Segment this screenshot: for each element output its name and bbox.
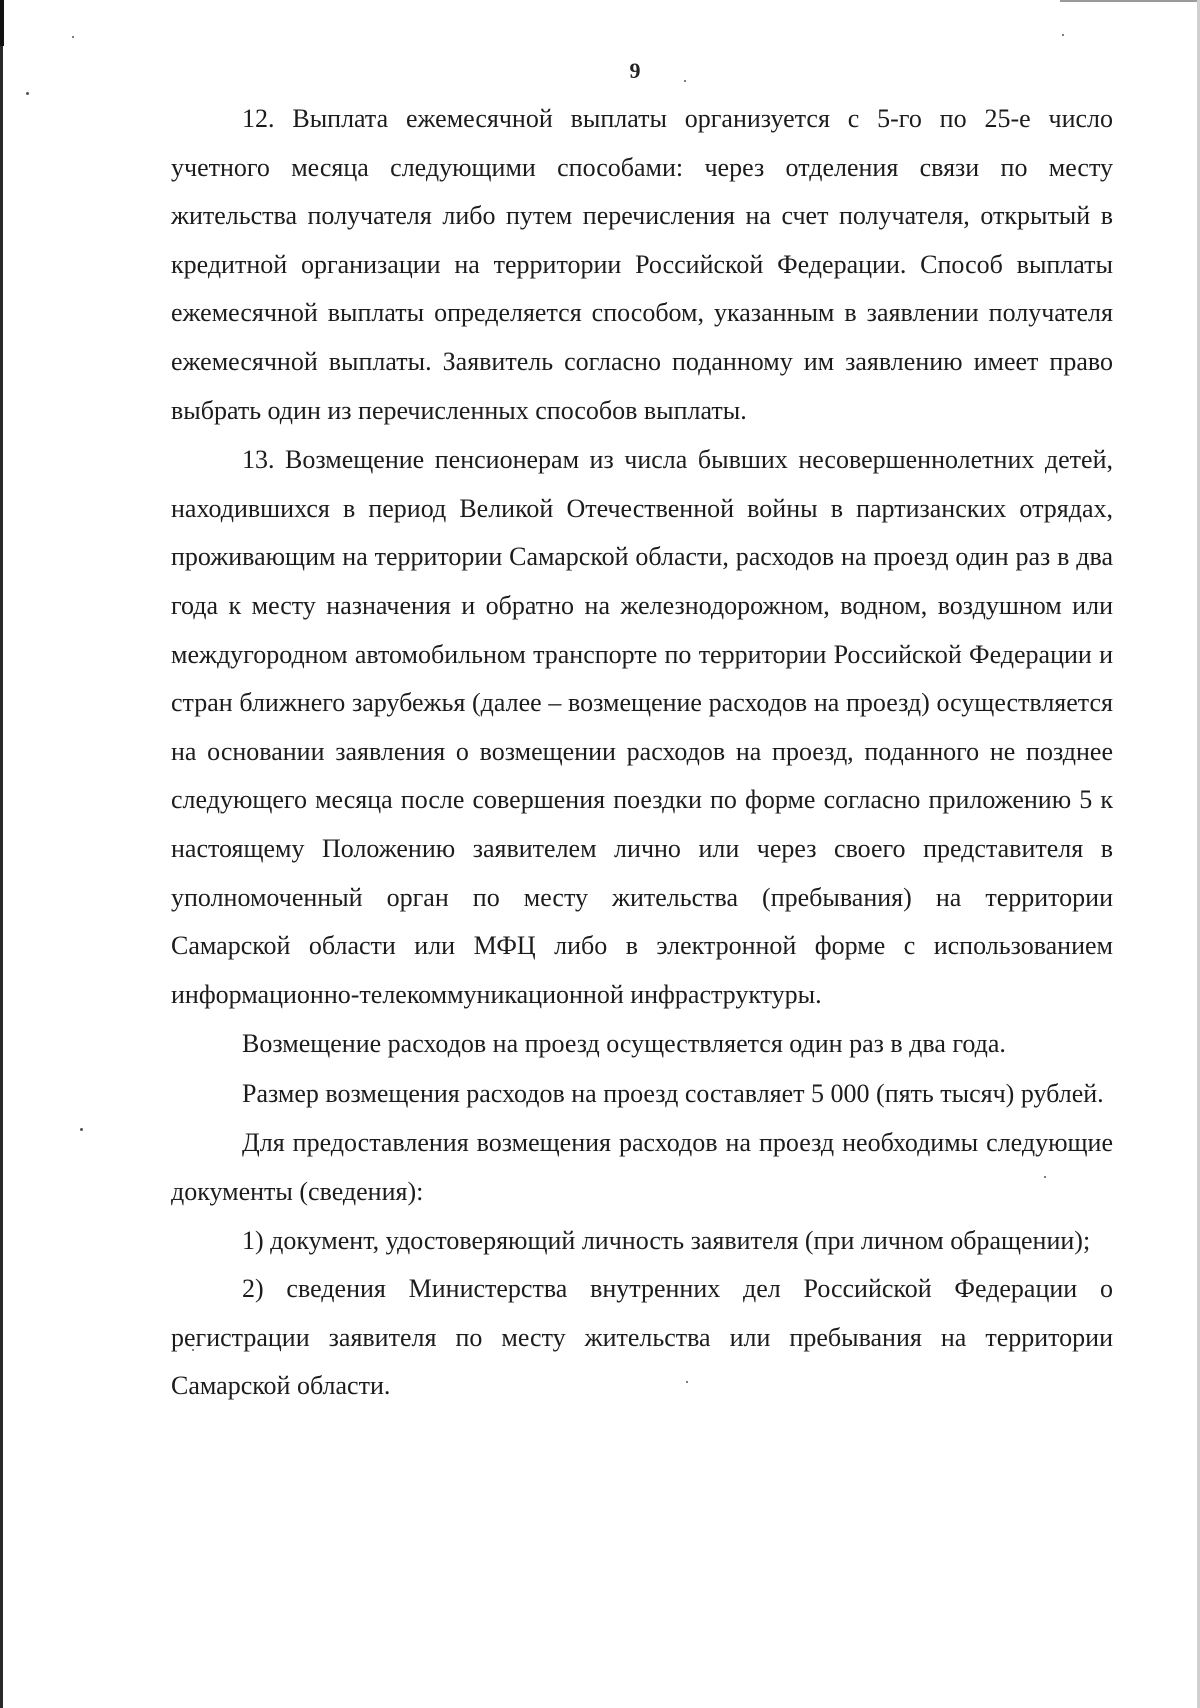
page-number: 9 bbox=[629, 58, 641, 83]
paragraph-item-12: 12. Выплата ежемесячной выплаты организуется с 5-го по 25-е число учетного месяца следующими способами: через отделения связи по месту жительства получателя либо путем перечисления на счет получателя, открытый в кредитной организации на территории Российской Федерации. Способ выплаты ежемесячной выплаты определяется способом, указанным в заявлении получателя ежемесячной выплаты. Заявитель согласно поданному им заявлению имеет право выбрать один из перечисленных способов выплаты. bbox=[171, 104, 1113, 425]
list-item-registration-info: 2) сведения Министерства внутренних дел Российской Федерации о регистрации заявителя по месту жительства или пребывания на территории Самарской области. bbox=[171, 1274, 1113, 1401]
paragraph-amount: Размер возмещения расходов на проезд составляет 5 000 (пять тысяч) рублей. bbox=[242, 1078, 1104, 1108]
paragraph-documents-intro: Для предоставления возмещения расходов на проезд необходимы следующие документы (сведения): bbox=[171, 1128, 1113, 1207]
scan-speck bbox=[72, 36, 74, 38]
scan-left-edge bbox=[0, 0, 3, 1708]
paragraph-item-13: 13. Возмещение пенсионерам из числа бывших несовершеннолетних детей, находившихся в период Великой Отечественной войны в партизанских отрядах, проживающим на территории Самарской области, расходов на проезд один раз в два года к месту назначения и обратно на железнодорожном, водном, воздушном или междугородном автомобильном транспорте по территории Российской Федерации и стран ближнего зарубежья (далее – возмещение расходов на проезд) осуществляется на основании заявления о возмещении расходов на проезд, поданного не позднее следующего месяца после совершения поездки по форме согласно приложению 5 к настоящему Положению заявителем лично или через своего представителя в уполномоченный орган по месту жительства (пребывания) на территории Самарской области или МФЦ либо в электронной форме с использованием информационно-телекоммуникационной инфраструктуры. bbox=[171, 445, 1113, 1009]
scan-speck bbox=[26, 92, 29, 95]
list-item-identity-document: 1) документ, удостоверяющий личность заявителя (при личном обращении); bbox=[242, 1225, 1091, 1255]
scan-top-edge bbox=[1060, 0, 1200, 2]
scan-left-edge-mark bbox=[0, 0, 4, 46]
scan-speck bbox=[80, 1128, 83, 1131]
scan-speck bbox=[1062, 34, 1064, 36]
paragraph-frequency: Возмещение расходов на проезд осуществляется один раз в два года. bbox=[242, 1029, 1006, 1059]
document-body bbox=[171, 95, 1113, 1411]
